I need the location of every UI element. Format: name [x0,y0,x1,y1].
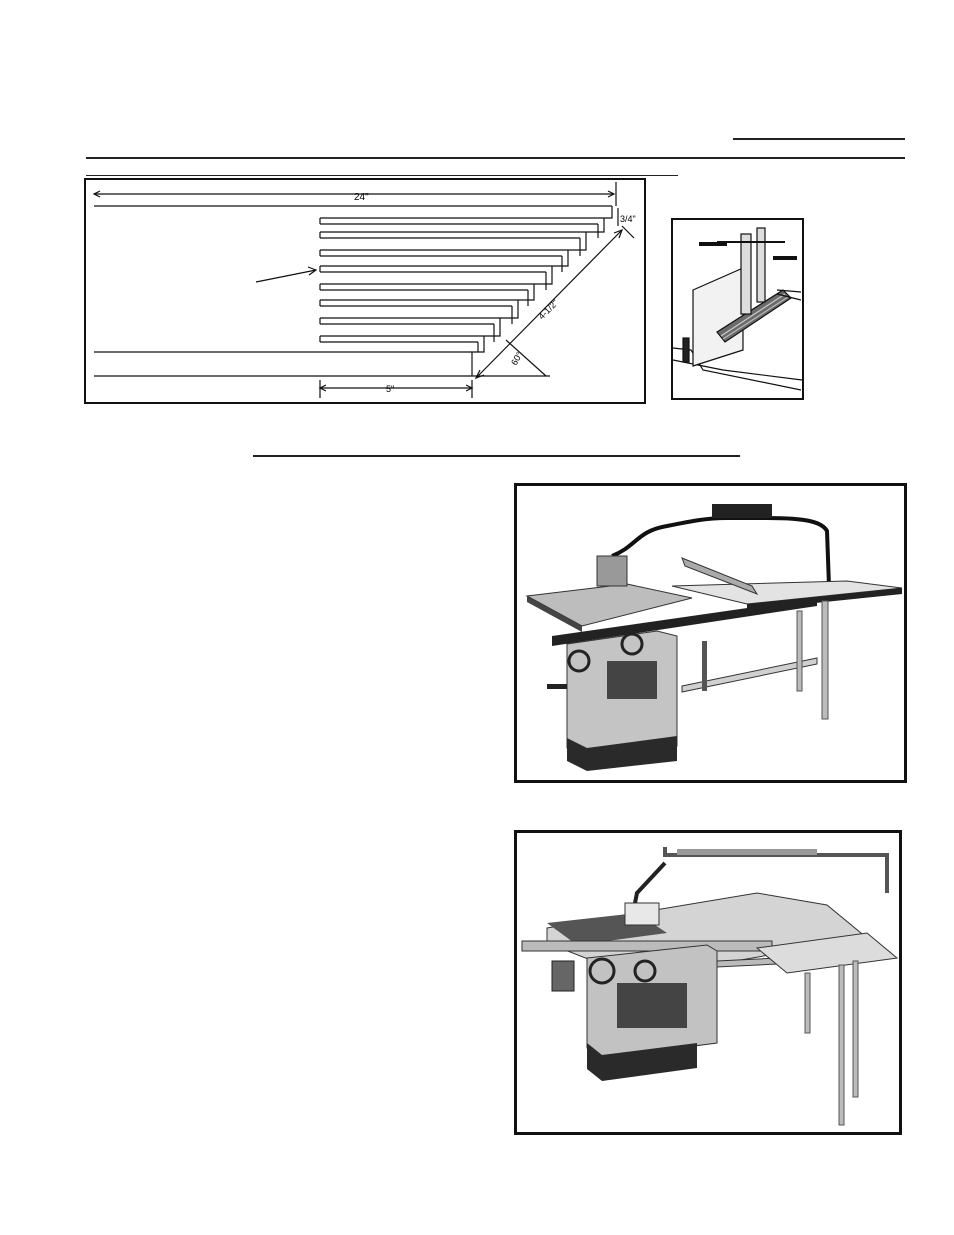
table-saw-photo-2 [514,830,902,1135]
dim-kerf-span-label: 4-1/2" [536,297,561,322]
feather-board-usage-drawing [673,220,802,398]
table-saw-2-drawing [517,833,899,1132]
feather-board-usage-illustration [671,218,804,400]
dim-heel-label: 5" [386,384,395,394]
header-long-rule [86,157,905,159]
section-rule [253,455,740,457]
feather-board-drawing [86,180,644,402]
figure-top-rule [86,175,678,176]
dim-thickness-label: 3/4" [620,214,636,224]
table-saw-photo-1 [514,483,907,783]
dim-length-label: 24" [354,192,369,203]
header-short-rule [733,138,905,140]
feather-board-diagram [84,178,646,404]
table-saw-1-drawing [517,486,904,780]
dim-angle-label: 60° [509,350,525,367]
